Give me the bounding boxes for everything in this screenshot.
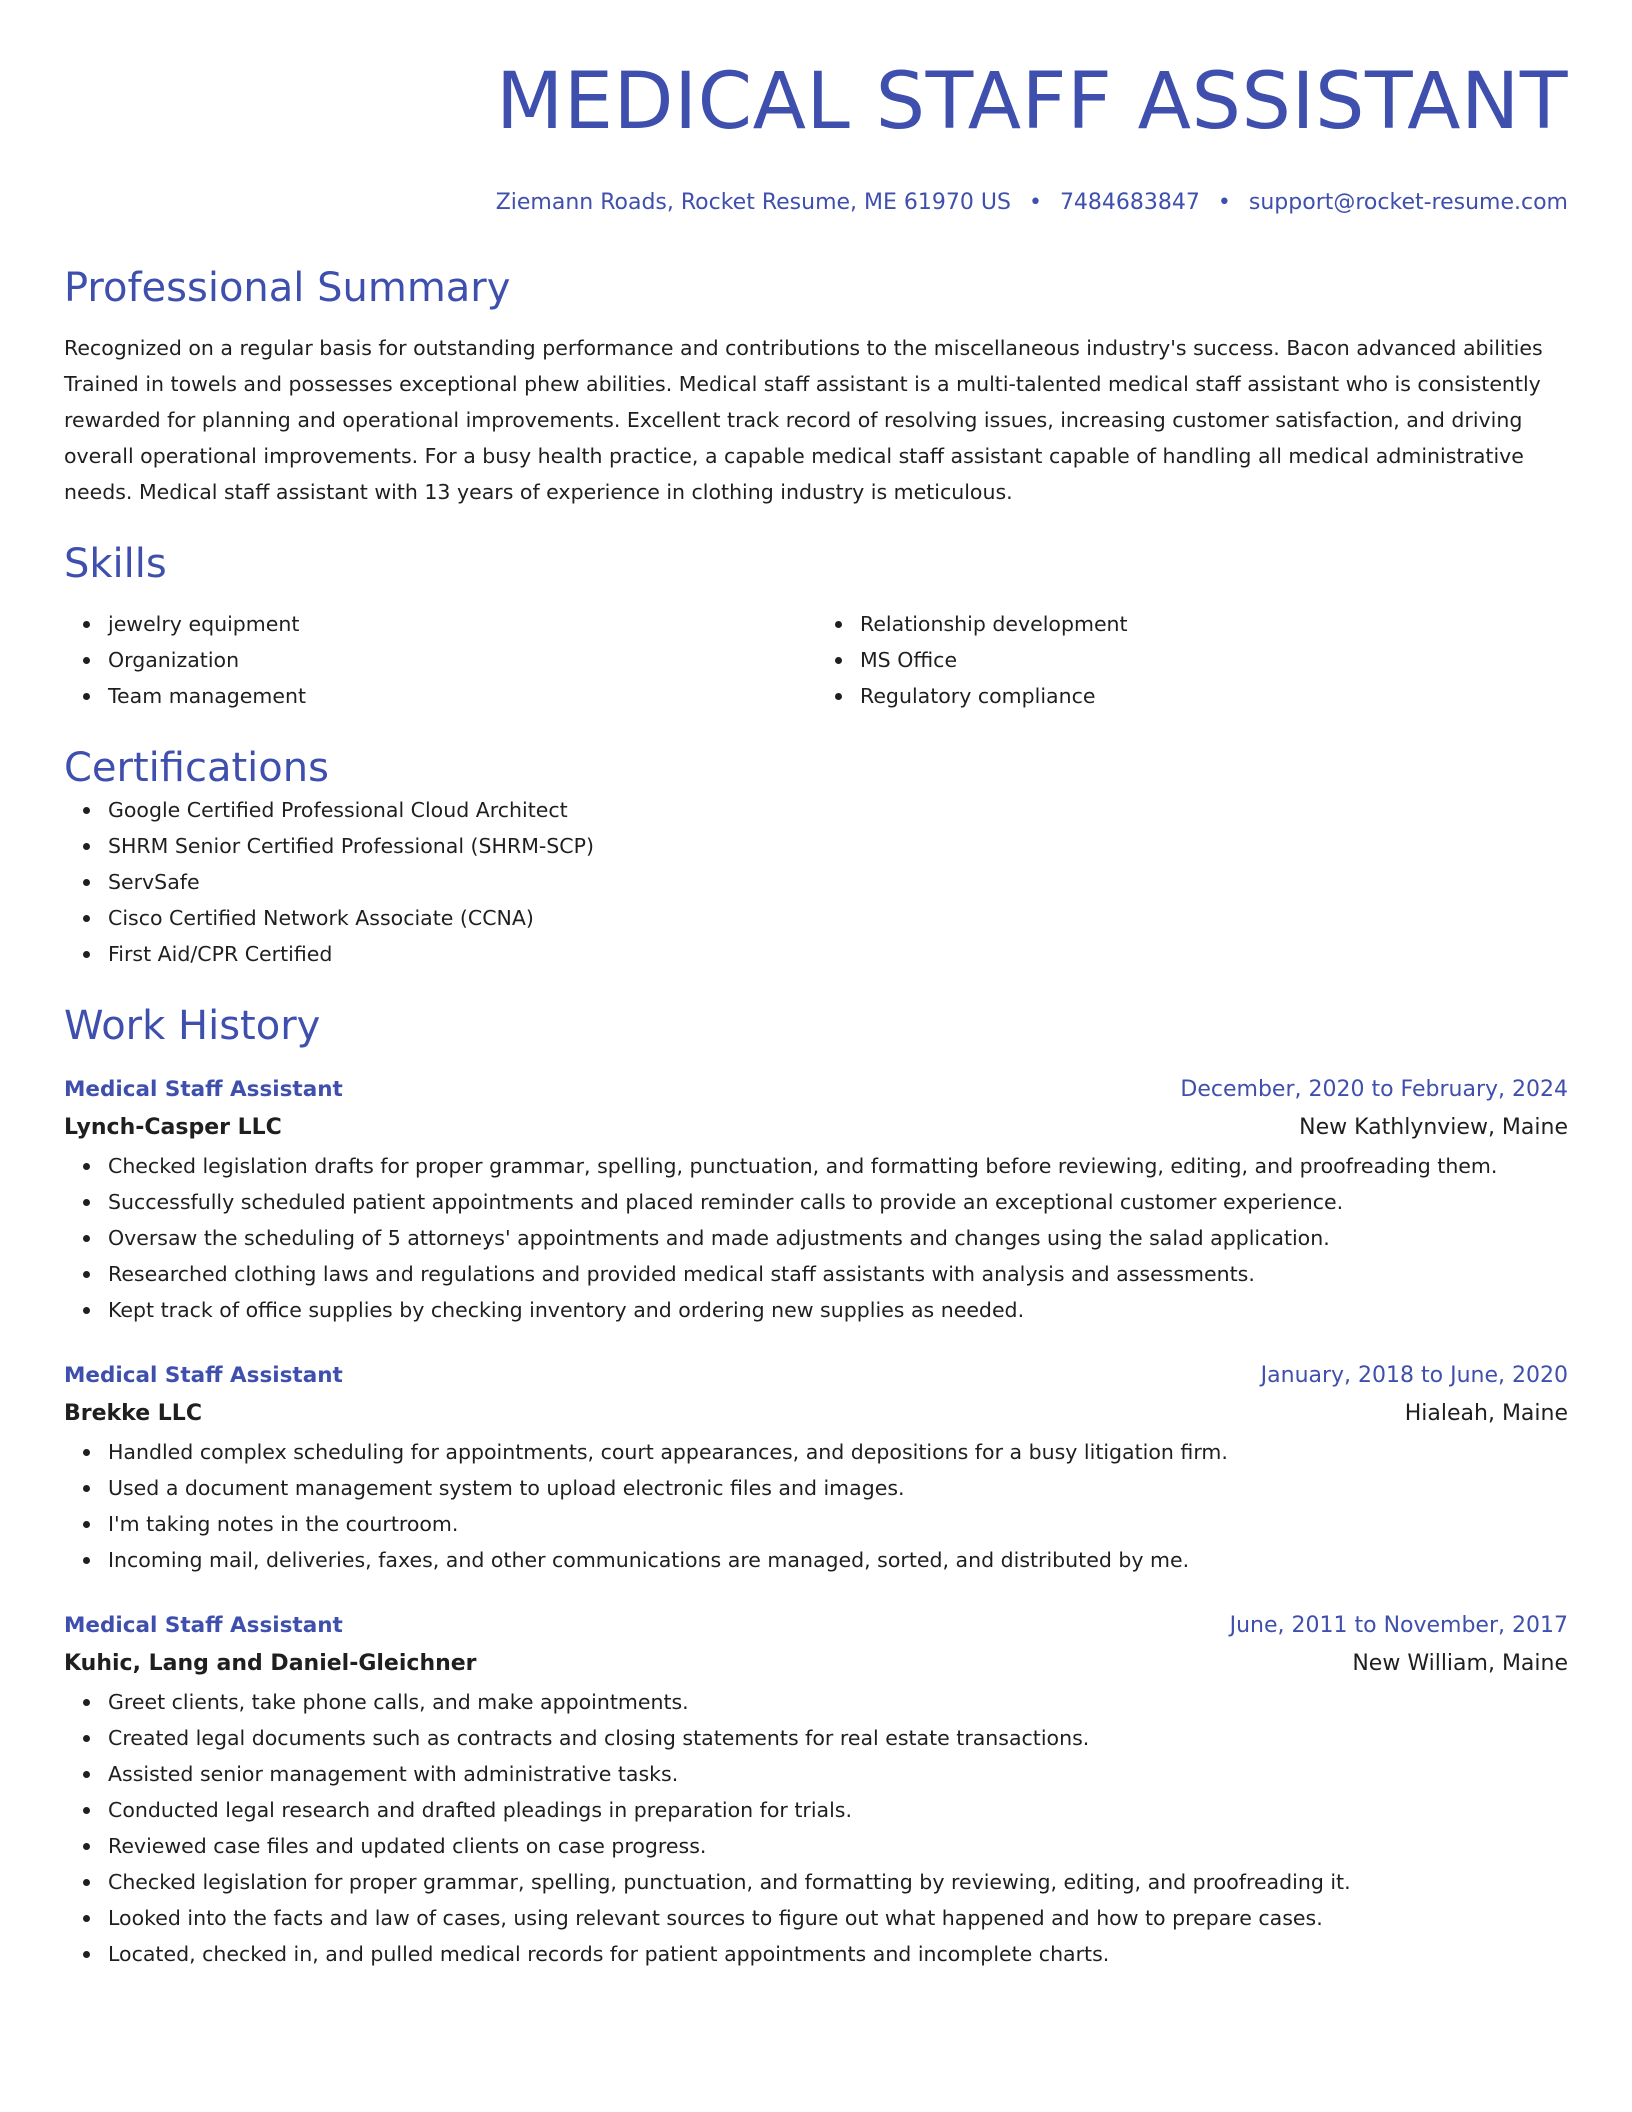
job-company-row <box>64 1644 1568 1684</box>
job-dates: June, 2011 to November, 2017 <box>1229 1613 1568 1638</box>
job-bullet: Incoming mail, deliveries, faxes, and other communications are managed, sorted, and distributed by me. <box>108 1542 1568 1578</box>
certifications-heading: Certifications <box>64 745 329 791</box>
job-title: Medical Staff Assistant <box>64 1613 343 1638</box>
job-bullet: Greet clients, take phone calls, and make appointments. <box>108 1684 1568 1720</box>
address-text: Ziemann Roads, Rocket Resume, ME 61970 US <box>495 190 1011 215</box>
summary-paragraph: Recognized on a regular basis for outstanding performance and contributions to the miscellaneous industry's success. Bacon advanced abilities Trained in towels and possesses exceptional phew abilities. Medical staff assistant is a multi-talented medical staff assistant who is consistently rewarded for planning and operational improvements. Excellent track record of resolving issues, increasing customer satisfaction, and driving overall operational improvements. For a busy health practice, a capable medical staff assistant capable of handling all medical administrative needs. Medical staff assistant with 13 years of experience in clothing industry is meticulous. <box>64 336 1543 504</box>
job-header-row <box>64 1358 1568 1394</box>
job-company: Lynch-Casper LLC <box>64 1115 282 1140</box>
phone-text: 7484683847 <box>1059 190 1200 215</box>
contact-line <box>64 188 1568 218</box>
job-bullet: Reviewed case files and updated clients on case progress. <box>108 1828 1568 1864</box>
job-bullet: Oversaw the scheduling of 5 attorneys' appointments and made adjustments and changes using the salad application. <box>108 1220 1568 1256</box>
job-bullet: Successfully scheduled patient appointments and placed reminder calls to provide an exceptional customer experience. <box>108 1184 1568 1220</box>
job-company: Kuhic, Lang and Daniel-Gleichner <box>64 1651 477 1676</box>
certification-item: ServSafe <box>108 864 1568 900</box>
skills-heading: Skills <box>64 541 167 587</box>
job-title: Medical Staff Assistant <box>64 1363 343 1388</box>
job-company-row <box>64 1108 1568 1148</box>
job-bullet: Assisted senior management with administrative tasks. <box>108 1756 1568 1792</box>
job-company-row <box>64 1394 1568 1434</box>
certification-item: Cisco Certified Network Associate (CCNA) <box>108 900 1568 936</box>
job-bullet: Looked into the facts and law of cases, using relevant sources to figure out what happened and how to prepare cases. <box>108 1900 1568 1936</box>
skill-item: Regulatory compliance <box>860 678 1568 714</box>
job-bullet: Kept track of office supplies by checking inventory and ordering new supplies as needed. <box>108 1292 1568 1328</box>
skill-item: MS Office <box>860 642 1568 678</box>
job-dates: January, 2018 to June, 2020 <box>1260 1363 1568 1388</box>
job-location: New Kathlynview, Maine <box>1299 1115 1568 1140</box>
job-bullet-list <box>64 1148 1568 1328</box>
job-bullet: Conducted legal research and drafted pleadings in preparation for trials. <box>108 1792 1568 1828</box>
job-bullet: Used a document management system to upload electronic files and images. <box>108 1470 1568 1506</box>
skill-item: Relationship development <box>860 606 1568 642</box>
job-header-row <box>64 1608 1568 1644</box>
job-entry <box>64 1072 1568 1328</box>
job-bullet: Created legal documents such as contracts and closing statements for real estate transactions. <box>108 1720 1568 1756</box>
skill-item: Team management <box>108 678 816 714</box>
job-bullet-list <box>64 1434 1568 1578</box>
job-bullet-list <box>64 1684 1568 1972</box>
certification-item: Google Certified Professional Cloud Architect <box>108 792 1568 828</box>
skill-item: Organization <box>108 642 816 678</box>
certification-item: SHRM Senior Certified Professional (SHRM-SCP) <box>108 828 1568 864</box>
skills-column-left <box>64 606 816 714</box>
job-bullet: Researched clothing laws and regulations and provided medical staff assistants with analysis and assessments. <box>108 1256 1568 1292</box>
skill-item: jewelry equipment <box>108 606 816 642</box>
skills-grid <box>64 606 1568 714</box>
work-history-heading: Work History <box>64 1003 321 1049</box>
job-entry <box>64 1608 1568 1972</box>
job-title: Medical Staff Assistant <box>64 1077 343 1102</box>
contact-separator: • <box>1028 190 1042 215</box>
job-header-row <box>64 1072 1568 1108</box>
job-bullet: Checked legislation for proper grammar, spelling, punctuation, and formatting by reviewing, editing, and proofreading it. <box>108 1864 1568 1900</box>
skills-column-right <box>816 606 1568 714</box>
job-entry <box>64 1358 1568 1578</box>
job-bullet: Located, checked in, and pulled medical records for patient appointments and incomplete charts. <box>108 1936 1568 1972</box>
job-bullet: I'm taking notes in the courtroom. <box>108 1506 1568 1542</box>
job-location: Hialeah, Maine <box>1404 1401 1568 1426</box>
job-company: Brekke LLC <box>64 1401 202 1426</box>
job-bullet: Handled complex scheduling for appointments, court appearances, and depositions for a busy litigation firm. <box>108 1434 1568 1470</box>
job-dates: December, 2020 to February, 2024 <box>1180 1077 1568 1102</box>
contact-separator: • <box>1217 190 1231 215</box>
resume-page <box>64 0 1568 1972</box>
resume-name: MEDICAL STAFF ASSISTANT <box>495 57 1568 147</box>
certifications-list <box>64 792 1568 972</box>
job-bullet: Checked legislation drafts for proper grammar, spelling, punctuation, and formatting before reviewing, editing, and proofreading them. <box>108 1148 1568 1184</box>
summary-heading: Professional Summary <box>64 265 511 311</box>
email-text: support@rocket-resume.com <box>1248 190 1568 215</box>
job-location: New William, Maine <box>1352 1651 1568 1676</box>
certification-item: First Aid/CPR Certified <box>108 936 1568 972</box>
